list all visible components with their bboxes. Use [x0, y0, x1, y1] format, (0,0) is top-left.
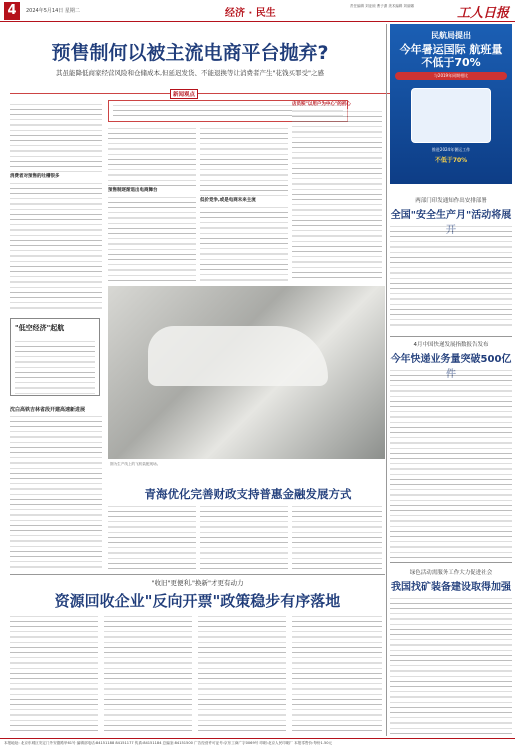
main-subhead: 其虽能降低商家经营风险和仓储成本,但延迟发货、不能退换等让消费者产生"花钱买罪受"之感 — [55, 69, 325, 77]
story3-column-4 — [292, 614, 382, 734]
story3-column-1 — [10, 614, 98, 734]
page-number: 4 — [4, 2, 20, 20]
subheading: 低价竞争,或是电商未来主流 — [200, 198, 256, 203]
news-tag: 新闻观点 — [170, 89, 198, 99]
body-text — [292, 504, 382, 570]
masthead — [0, 0, 515, 22]
aircraft-factory-photo — [108, 286, 385, 459]
body-text — [390, 368, 512, 558]
airplane-illustration — [411, 88, 491, 143]
body-text — [390, 224, 512, 330]
banner-figure: 不低于70% — [434, 157, 468, 164]
body-text — [198, 614, 286, 734]
article-column-2 — [108, 126, 196, 281]
body-text — [10, 102, 102, 172]
subheading: 店员积"以用户为中心"的初心 — [292, 102, 351, 107]
banner-caption: 推进2024年暑运工作 — [431, 147, 471, 152]
quote-box — [10, 318, 100, 396]
right-headline-1: 全国"安全生产月"活动将展 — [390, 210, 512, 221]
story3-column-2 — [104, 614, 192, 734]
body-text — [390, 596, 512, 736]
body-text — [200, 205, 288, 281]
body-text — [10, 614, 98, 734]
divider — [10, 574, 385, 575]
left-body — [10, 414, 102, 572]
photo-caption: 图为生产线上的飞机装配现场。 — [110, 462, 161, 466]
story3-column-3 — [198, 614, 286, 734]
body-text — [10, 414, 102, 572]
right-headline-3: 我国找矿装备建设取得加强 — [391, 582, 511, 593]
headline-3: 资源回收企业"反向开票"政策稳步有序落地 — [54, 592, 341, 610]
issue-date: 2024年5月14日 星期二 — [26, 8, 80, 14]
headline-2: 青海优化完善财政支持普惠金融发展方式 — [144, 487, 352, 501]
banner-subtitle: 与2019年同期相比 — [395, 72, 507, 80]
story2-column-2 — [200, 504, 288, 570]
quote-title: "低空经济"起航 — [15, 324, 65, 332]
divider — [390, 336, 512, 337]
aircraft-shape — [148, 326, 328, 386]
civil-aviation-banner — [390, 24, 512, 184]
column-divider — [386, 24, 387, 736]
body-text — [15, 339, 95, 395]
story2-column-1 — [108, 504, 196, 570]
right-headline-2: 今年快递业务量突破500亿 — [390, 354, 512, 365]
body-text — [108, 195, 196, 281]
right-kicker-1: 两部门印发通知作出安排部署 — [415, 198, 487, 204]
body-text — [104, 614, 192, 734]
body-text — [200, 504, 288, 570]
story3-kicker: "收旧"更便利,"换新"才更有动力 — [151, 579, 244, 587]
body-text — [108, 504, 196, 570]
right-body-1 — [390, 224, 512, 330]
article-column-1 — [10, 102, 102, 312]
body-text — [292, 614, 382, 734]
body-text — [292, 109, 382, 279]
page-footer: 本报地址: 北京东城区安定门外安德路甲61号 编辑部电话:84151188 84151177 传真:84151184 总编室:84151500 广告经营许可证号:京东工商广字0069号 印刷:北京人民印刷厂 本报零售价:每份1.50元 — [0, 738, 515, 748]
article-column-4 — [292, 100, 382, 281]
right-body-3 — [390, 596, 512, 736]
main-headline: 预售制何以被主流电商平台抛弃? — [51, 42, 329, 64]
body-text — [200, 126, 288, 196]
article-column-3 — [200, 126, 288, 281]
story2-column-3 — [292, 504, 382, 570]
subheading: 预售制逐渐退出电商舞台 — [108, 188, 158, 193]
body-text — [108, 126, 196, 186]
banner-headline: 今年暑运国际 航班量 不低于70% — [399, 43, 503, 69]
right-kicker-2: 4月中国快递发展指数报告发布 — [413, 342, 489, 348]
subheading: 消费者对预售的吐槽很多 — [10, 174, 60, 179]
banner-title: 民航局提出 — [431, 31, 471, 40]
left-headline: 沈白高铁吉林省段开建高速新进展 — [10, 407, 86, 413]
editor-credits: 责任编辑 刘亚琼 曹子潇 美术编辑 刘丽娜 — [350, 4, 414, 8]
body-text — [10, 181, 102, 311]
divider — [390, 562, 512, 563]
newspaper-logo: 工人日报 — [456, 6, 509, 21]
right-kicker-3: 绿色活动需服务工作大力促进社会 — [409, 570, 493, 576]
section-title: 经济 · 民生 — [225, 8, 276, 19]
right-body-2 — [390, 368, 512, 558]
